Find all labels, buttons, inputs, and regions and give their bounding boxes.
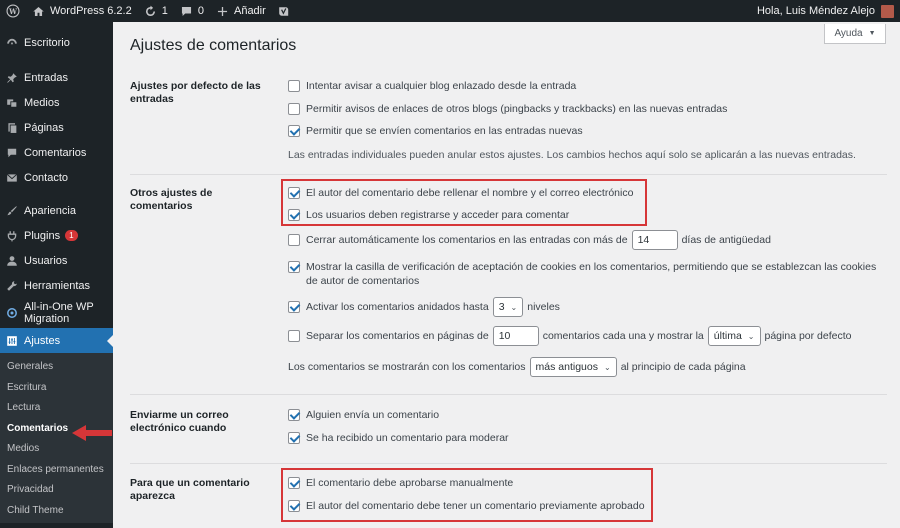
my-account-link[interactable] — [757, 5, 900, 18]
option-allow-comments[interactable] — [288, 125, 583, 137]
sidebar-item-entradas[interactable] — [0, 65, 113, 90]
plus-icon — [216, 5, 229, 18]
checkbox[interactable] — [288, 234, 300, 246]
sidebar-item-paginas[interactable] — [0, 115, 113, 140]
submenu-item-comentarios[interactable]: Comentarios — [7, 422, 69, 434]
option-label: Permitir que se envíen comentarios en las entradas nuevas — [306, 125, 583, 137]
add-new-link[interactable] — [210, 0, 272, 22]
settings-icon — [6, 335, 18, 347]
sidebar-item-comentarios[interactable] — [0, 140, 113, 165]
comments-per-page-input[interactable]: 10 — [493, 326, 539, 346]
close-days-input[interactable]: 14 — [632, 230, 678, 250]
help-label: Ayuda — [834, 28, 863, 39]
refresh-icon — [144, 5, 157, 18]
option-cookies-consent[interactable] — [288, 260, 876, 288]
submenu-item-lectura[interactable]: Lectura — [7, 402, 41, 413]
pushpin-icon — [6, 72, 18, 84]
option-label: al principio de cada página — [620, 361, 746, 373]
submenu-item-enlaces-permanentes[interactable]: Enlaces permanentes — [7, 463, 104, 475]
home-icon — [32, 5, 45, 18]
page-icon — [6, 122, 18, 134]
annotation-arrow — [70, 423, 114, 443]
option-label: El comentario debe aprobarse manualmente — [306, 477, 514, 489]
option-label: Los usuarios deben registrarse y acceder para comentar — [306, 209, 570, 221]
submenu-item-escritura[interactable]: Escritura — [7, 381, 47, 393]
option-threaded-comments — [288, 297, 560, 317]
sidebar-item-apariencia[interactable] — [0, 198, 113, 223]
default-page-select[interactable] — [708, 326, 761, 346]
plugins-update-badge: 1 — [65, 230, 77, 241]
chevron-down-icon: ⌄ — [747, 331, 755, 341]
cookies-line-1: Mostrar la casilla de verificación de aceptación de cookies en los comentarios, permitiendo que se establezcan las cookies — [306, 261, 877, 273]
sidebar-item-label: Plugins — [24, 229, 61, 242]
sidebar-item-label: Apariencia — [24, 204, 76, 217]
comments-count: 0 — [197, 5, 204, 17]
checkbox-checked[interactable] — [288, 409, 300, 421]
sidebar-item-usuarios[interactable] — [0, 248, 113, 273]
plug-icon — [6, 230, 18, 242]
caret-down-icon: ▼ — [868, 30, 876, 37]
paintbrush-icon — [6, 205, 18, 217]
option-label: Cerrar automáticamente los comentarios en las entradas con más de — [306, 234, 628, 246]
svg-text:W: W — [9, 6, 17, 16]
section-divider — [130, 463, 887, 464]
checkbox[interactable] — [288, 103, 300, 115]
checkbox-checked[interactable] — [288, 209, 300, 221]
admin-bar — [0, 0, 900, 22]
cookies-line-2: de autor de comentarios — [306, 275, 420, 287]
sidebar-item-label: Páginas — [24, 121, 64, 134]
migration-icon — [6, 307, 18, 319]
chevron-down-icon: ⌄ — [510, 302, 518, 312]
sidebar-item-label: Medios — [24, 96, 60, 109]
submenu-item-generales[interactable]: Generales — [7, 361, 54, 372]
wrench-icon — [6, 280, 18, 292]
sidebar-item-label: Contacto — [24, 171, 69, 184]
updates-count: 1 — [161, 5, 168, 17]
option-label: Los comentarios se mostrarán con los comentarios — [288, 361, 526, 373]
submenu-item-privacidad[interactable]: Privacidad — [7, 484, 54, 495]
greeting: Hola, Luis Méndez Alejo — [756, 5, 875, 17]
yoast-icon — [278, 5, 290, 18]
site-name-link[interactable] — [26, 0, 138, 22]
sidebar-item-all-in-one-wp-migration[interactable] — [0, 298, 113, 328]
yoast-link[interactable] — [272, 0, 296, 22]
option-label: comentarios cada una y mostrar la — [542, 330, 704, 342]
sidebar-item-label: Herramientas — [24, 279, 91, 292]
users-icon — [6, 255, 18, 267]
option-label: Separar los comentarios en páginas de — [306, 330, 489, 342]
checkbox-checked[interactable] — [288, 187, 300, 199]
checkbox-checked[interactable] — [288, 477, 300, 489]
defaults-description: Las entradas individuales pueden anular estos ajustes. Los cambios hechos aquí solo se aplicarán a las nuevas entradas. — [288, 149, 856, 161]
option-email-new-comment[interactable] — [288, 409, 439, 421]
section-label-email: Enviarme un correo electrónico cuando — [130, 409, 229, 434]
section-label-appear: Para que un comentario aparezca — [130, 477, 250, 502]
option-label — [306, 260, 876, 288]
option-require-name-email[interactable] — [288, 187, 633, 199]
sidebar-item-ajustes[interactable] — [0, 328, 113, 353]
section-label-other: Otros ajustes de comentarios — [130, 187, 213, 212]
option-email-moderation[interactable] — [288, 432, 509, 444]
add-new-label: Añadir — [233, 5, 266, 17]
option-label: Permitir avisos de enlaces de otros blogs (pingbacks y trackbacks) en las nuevas entradas — [306, 103, 728, 115]
chevron-down-icon: ⌄ — [603, 362, 611, 372]
checkbox[interactable] — [288, 80, 300, 92]
option-label: Alguien envía un comentario — [306, 409, 440, 421]
sidebar-item-label: Comentarios — [24, 146, 87, 159]
option-comment-order — [288, 357, 746, 377]
main-content — [113, 22, 900, 528]
site-name: WordPress 6.2.2 — [50, 5, 132, 17]
option-label: Se ha recibido un comentario para moderar — [306, 432, 509, 444]
option-label: días de antigüedad — [681, 234, 771, 246]
option-label: página por defecto — [764, 330, 852, 342]
sidebar-item-escritorio[interactable] — [0, 30, 113, 55]
option-close-comments — [288, 230, 771, 250]
section-label-defaults: Ajustes por defecto de las entradas — [130, 80, 261, 105]
wordpress-logo-icon[interactable] — [0, 0, 26, 22]
envelope-icon — [6, 172, 18, 184]
checkbox-checked[interactable] — [288, 125, 300, 137]
sidebar-item-label: Escritorio — [24, 36, 70, 49]
comment-icon — [6, 147, 18, 159]
checkbox-checked[interactable] — [288, 261, 300, 273]
checkbox-checked[interactable] — [288, 432, 300, 444]
sidebar-item-medios[interactable] — [0, 90, 113, 115]
option-previously-approved[interactable] — [288, 500, 645, 512]
dashboard-icon — [6, 37, 18, 49]
select-value: 3 — [498, 301, 505, 313]
option-require-registration[interactable] — [288, 209, 569, 221]
option-label: El autor del comentario debe tener un comentario previamente aprobado — [306, 500, 645, 512]
sidebar-item-label: Usuarios — [24, 254, 68, 267]
option-notify-linked-blogs[interactable] — [288, 80, 576, 92]
sidebar-item-label: Entradas — [24, 71, 69, 84]
sidebar-item-label: Ajustes — [24, 334, 61, 347]
help-tab-button[interactable] — [824, 24, 886, 44]
option-label: El autor del comentario debe rellenar el nombre y el correo electrónico — [306, 187, 634, 199]
comment-bubble-icon — [180, 5, 193, 18]
section-divider — [130, 394, 887, 395]
avatar — [881, 5, 894, 18]
sidebar-item-plugins[interactable] — [0, 223, 113, 248]
comment-order-select[interactable] — [530, 357, 617, 377]
checkbox-checked[interactable] — [288, 301, 300, 313]
comments-link[interactable] — [174, 0, 210, 22]
submenu-item-child-theme[interactable]: Child Theme — [7, 504, 64, 516]
select-value: más antiguos — [535, 361, 598, 373]
option-page-comments — [288, 326, 851, 346]
option-allow-pingbacks[interactable] — [288, 103, 727, 115]
updates-link[interactable] — [138, 0, 174, 22]
admin-sidebar — [0, 22, 113, 528]
submenu-item-medios[interactable]: Medios — [7, 443, 40, 454]
media-icon — [6, 97, 18, 109]
option-manual-approval[interactable] — [288, 477, 513, 489]
sidebar-item-herramientas[interactable] — [0, 273, 113, 298]
section-divider — [130, 174, 887, 175]
option-label: Activar los comentarios anidados hasta — [306, 301, 489, 313]
option-label: niveles — [527, 301, 560, 313]
sidebar-item-label: All-in-One WP Migration — [24, 301, 94, 325]
checkbox[interactable] — [288, 330, 300, 342]
select-value: última — [713, 330, 742, 342]
checkbox-checked[interactable] — [288, 500, 300, 512]
thread-depth-select[interactable] — [493, 297, 524, 317]
page-title: Ajustes de comentarios — [130, 37, 297, 54]
option-label: Intentar avisar a cualquier blog enlazado desde la entrada — [306, 80, 577, 92]
sidebar-item-contacto[interactable] — [0, 165, 113, 190]
